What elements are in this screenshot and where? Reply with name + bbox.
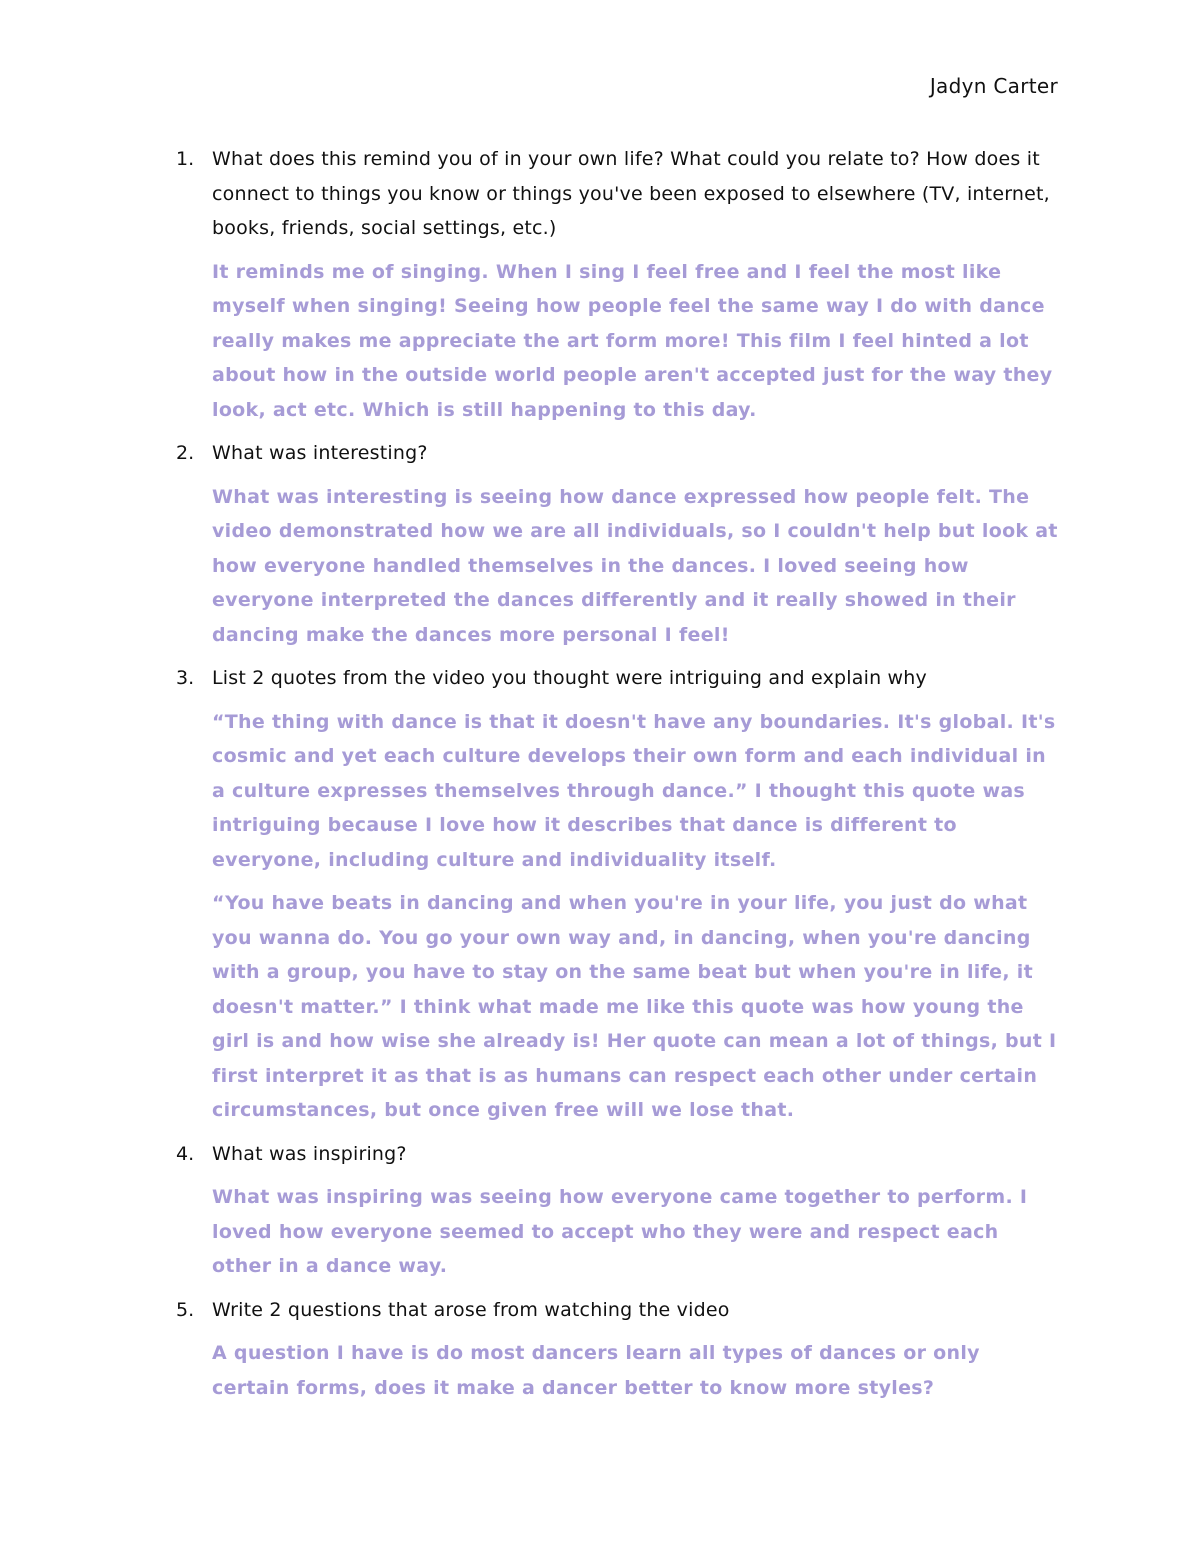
question-text: Write 2 questions that arose from watching the video xyxy=(212,1298,730,1321)
answer-text: What was interesting is seeing how dance expressed how people felt. The video demonstrated how we are all individuals, so I couldn't help but look at how everyone handled themselves in the dances. I loved seeing how everyone interpreted the dances differently and it really showed in their dancing make the dances more personal I feel! xyxy=(212,485,1058,646)
question-item-2 xyxy=(172,436,1062,652)
question-item-3 xyxy=(172,661,1062,1128)
question-number: 2. xyxy=(176,442,195,464)
question-number: 3. xyxy=(176,667,195,689)
question-text: What was interesting? xyxy=(212,442,428,464)
question-item-1 xyxy=(172,142,1062,427)
answer-text: What was inspiring was seeing how everyone came together to perform. I loved how everyone seemed to accept who they were and respect each other in a dance way. xyxy=(212,1186,1028,1277)
answer-text: A question I have is do most dancers learn all types of dances or only certain forms, does it make a dancer better to know more styles? xyxy=(212,1342,980,1399)
question-list xyxy=(172,142,1062,1414)
question-number: 4. xyxy=(176,1142,195,1165)
question-number: 1. xyxy=(176,148,195,170)
question-item-5 xyxy=(172,1293,1062,1406)
author-name: Jadyn Carter xyxy=(929,74,1058,98)
answer-text: “The thing with dance is that it doesn't have any boundaries. It's global. It's cosmic and yet each culture develops their own form and each individual in a culture expresses themselves through dance.” I thought this quote was intriguing because I love how it describes that dance is different to everyone, including culture and individuality itself. xyxy=(212,710,1056,871)
answer-text: It reminds me of singing. When I sing I feel free and I feel the most like myself when singing! Seeing how people feel the same way I do with dance really makes me appreciate the art form more! This film I feel hinted a lot about how in the outside world people aren't accepted just for the way they look, act etc. Which is still happening to this day. xyxy=(212,260,1053,421)
question-text: List 2 quotes from the video you thought were intriguing and explain why xyxy=(212,667,927,689)
question-number: 5. xyxy=(176,1298,195,1321)
question-text: What was inspiring? xyxy=(212,1142,407,1165)
answer-text: “You have beats in dancing and when you're in your life, you just do what you wanna do. You go your own way and, in dancing, when you're dancing with a group, you have to stay on the same beat but when you're in life, it doesn't matter.” I think what made me like this quote was how young the girl is and how wise she already is! Her quote can mean a lot of things, but I first interpret it as that is as humans can respect each other under certain circumstances, but once given free will we lose that. xyxy=(212,892,1057,1121)
question-item-4 xyxy=(172,1137,1062,1284)
question-text: What does this remind you of in your own life? What could you relate to? How does it connect to things you know or things you've been exposed to elsewhere (TV, internet, books, friends, social settings, etc.) xyxy=(212,148,1050,239)
